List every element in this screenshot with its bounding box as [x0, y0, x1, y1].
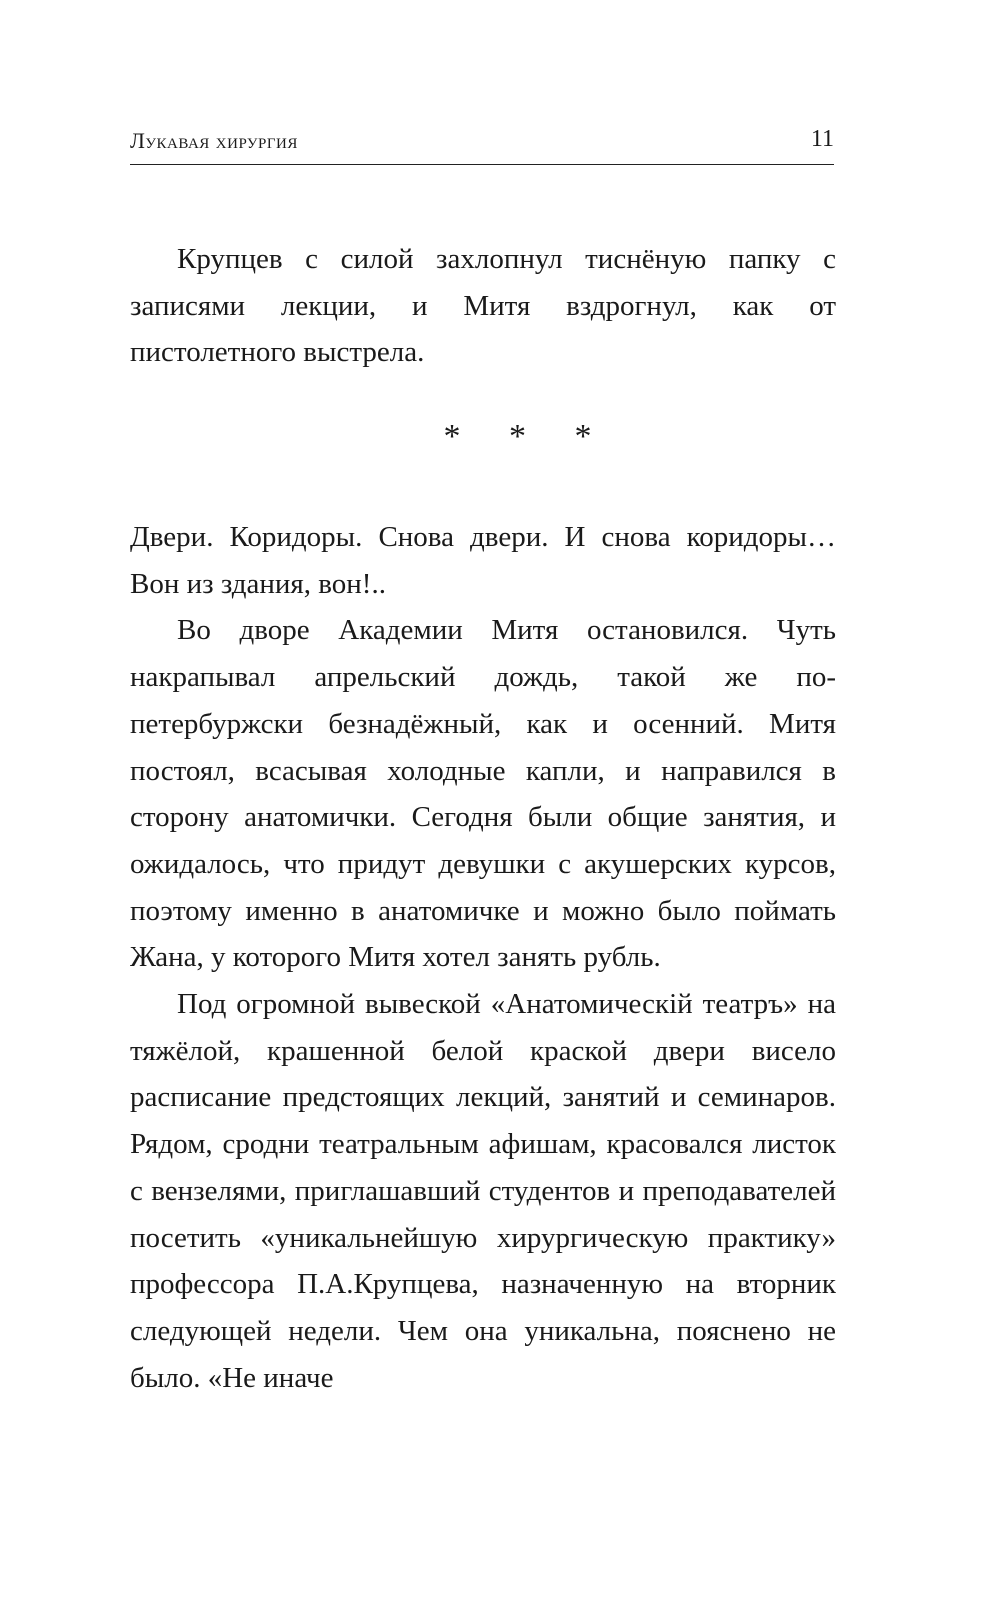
text-block-bottom: [130, 514, 836, 1401]
paragraph: Под огромной вывеской «Анатомическій театръ» на тяжёлой, крашенной белой краской двери висело расписание предстоящих лекций, занятий и семинаров. Рядом, сродни театральным афишам, красовался листок с вензелями, приглашавший студентов и преподавателей посетить «уникальнейшую хирургическую практику» профессора П.А.Крупцева, назначенную на вторник следующей недели. Чем она уникальна, пояснено не было. «Не иначе: [130, 988, 836, 1394]
running-head: [130, 124, 834, 165]
paragraph: Во дворе Академии Митя остановился. Чуть накрапывал апрельский дождь, такой же по-петербуржски безнадёжный, как и осенний. Митя постоял, всасывая холодные капли, и направился в сторону анатомички. Сегодня были общие занятия, и ожидалось, что придут девушки с акушерских курсов, поэтому именно в анатомичке и можно было поймать Жана, у которого Митя хотел занять рубль.: [130, 614, 836, 974]
text-block-top: [130, 236, 836, 376]
section-separator: * * *: [443, 418, 612, 455]
running-title: Лукавая хирургия: [130, 128, 298, 153]
paragraph: Крупцев с силой захлопнул тиснёную папку с записями лекции, и Митя вздрогнул, как от пистолетного выстрела.: [130, 243, 836, 369]
page-number: 11: [810, 126, 834, 152]
paragraph: Двери. Коридоры. Снова двери. И снова коридоры… Вон из здания, вон!..: [130, 521, 836, 600]
